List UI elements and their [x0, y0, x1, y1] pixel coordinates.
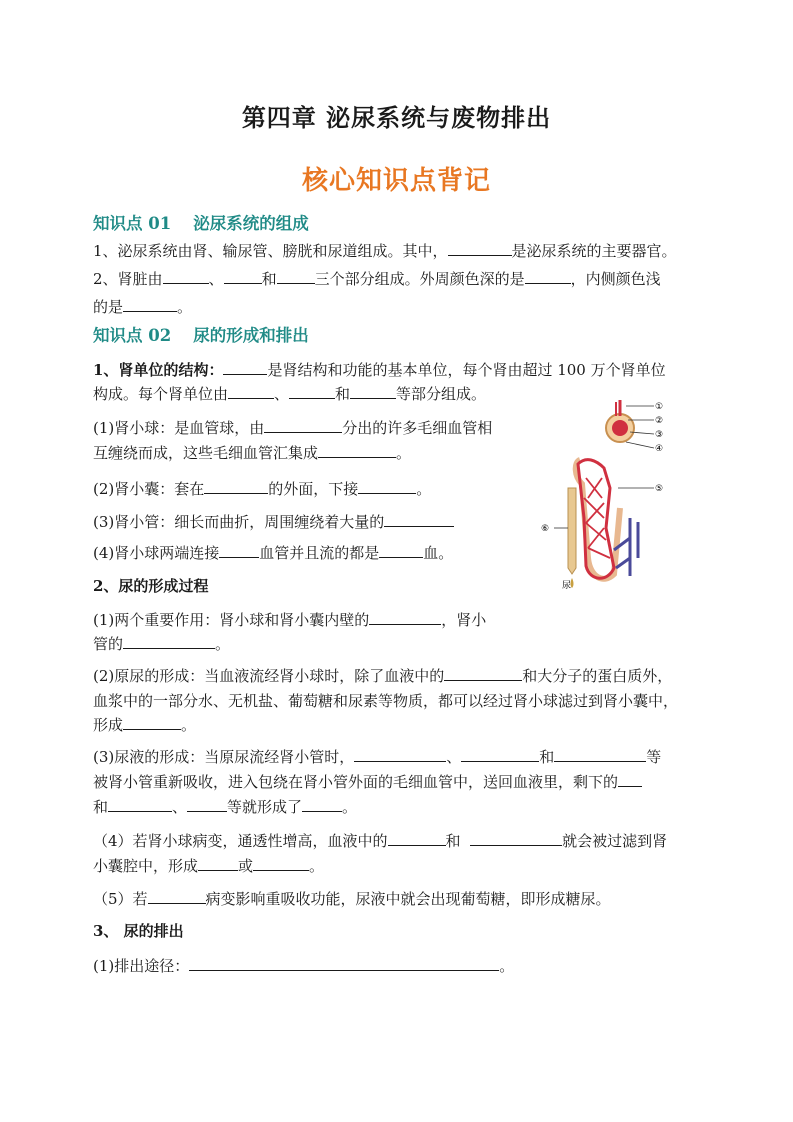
kp-label: 知识点 02: [93, 326, 172, 345]
fill-blank[interactable]: [219, 542, 259, 558]
fill-blank[interactable]: [448, 240, 512, 256]
fill-blank[interactable]: [163, 268, 209, 284]
fill-blank[interactable]: [264, 417, 342, 433]
nephron-structure-line: 1、肾单位的结构： 是肾结构和功能的基本单位，每个肾由超过 100 万个肾单位: [93, 361, 666, 379]
kp-title: 尿的形成和排出: [193, 326, 309, 345]
fill-blank[interactable]: [388, 830, 446, 846]
fill-blank[interactable]: [204, 478, 268, 494]
fill-blank[interactable]: [228, 383, 274, 399]
excretion-path-line: (1)排出途径： 。: [93, 957, 515, 975]
bowman-capsule-line: (2)肾小囊：套在 的外面，下接 。: [93, 480, 432, 498]
fill-blank[interactable]: [189, 955, 499, 971]
diagram-label-urine: 尿: [562, 581, 572, 590]
glomerulus-disease-line-1: （4）若肾小球病变，通透性增高，血液中的 和 就会被过滤到肾: [93, 832, 668, 850]
primary-urine-line-3: 形成 。: [93, 716, 197, 734]
two-functions-line-1: (1)两个重要作用：肾小球和肾小囊内壁的 ，肾小: [93, 611, 487, 629]
fill-blank[interactable]: [253, 855, 309, 871]
kp-title: 泌尿系统的组成: [193, 214, 309, 233]
glomerulus-line-1: (1)肾小球：是血管球，由 分出的许多毛细血管相: [93, 419, 493, 437]
urine-formation-heading: 2、尿的形成过程: [93, 577, 209, 595]
fill-blank[interactable]: [198, 855, 238, 871]
fill-blank[interactable]: [302, 796, 342, 812]
final-urine-line-1: (3)尿液的形成：当原尿流经肾小管时， 、 和 等: [93, 748, 662, 766]
fill-blank[interactable]: [384, 511, 454, 527]
section-subtitle: 核心知识点背记: [301, 166, 491, 196]
fill-blank[interactable]: [358, 478, 416, 494]
fill-blank[interactable]: [379, 542, 423, 558]
diagram-label-1: ①: [655, 402, 664, 412]
two-functions-line-2: 管的 。: [93, 635, 231, 653]
glomerulus-vessels-line: (4)肾小球两端连接 血管并且流的都是 血。: [93, 544, 454, 562]
diagram-label-4: ④: [655, 444, 664, 454]
fill-blank[interactable]: [289, 383, 335, 399]
tubule-line: (3)肾小管：细长而曲折，周围缠绕着大量的: [93, 511, 454, 533]
fill-blank[interactable]: [461, 746, 539, 762]
fill-blank[interactable]: [354, 746, 446, 762]
kp-label: 知识点 01: [93, 214, 172, 233]
diagram-label-3: ③: [655, 430, 664, 440]
fill-blank[interactable]: [318, 442, 396, 458]
chapter-title: 第四章 泌尿系统与废物排出: [241, 103, 552, 132]
line-3: 的是 。: [93, 298, 193, 316]
primary-urine-line-1: (2)原尿的形成：当血液流经肾小球时，除了血液中的 和大分子的蛋白质外，: [93, 667, 673, 685]
fill-blank[interactable]: [123, 296, 177, 312]
fill-blank[interactable]: [187, 796, 227, 812]
fill-blank[interactable]: [618, 771, 642, 787]
fill-blank[interactable]: [223, 359, 267, 375]
glomerulus-disease-line-2: 小囊腔中，形成 或 。: [93, 857, 325, 875]
glomerulus-line-2: 互缠绕而成，这些毛细血管汇集成 。: [93, 444, 412, 462]
nephron-diagram: [534, 398, 674, 590]
fill-blank[interactable]: [277, 268, 315, 284]
nephron-parts-line: 构成。每个肾单位由 、 和 等部分组成。: [93, 385, 487, 403]
fill-blank[interactable]: [444, 665, 522, 681]
fill-blank[interactable]: [525, 268, 571, 284]
diagram-label-6: ⑥: [541, 524, 550, 534]
line-1: 1、泌尿系统由肾、输尿管、膀胱和尿道组成。其中， 是泌尿系统的主要器官。: [93, 242, 677, 260]
fill-blank[interactable]: [108, 796, 172, 812]
diabetes-line: （5）若 病变影响重吸收功能，尿液中就会出现葡萄糖，即形成糖尿。: [93, 890, 611, 908]
fill-blank[interactable]: [350, 383, 396, 399]
final-urine-line-3: 和 、 等就形成了 。: [93, 798, 358, 816]
knowledge-point-01-heading: [93, 210, 309, 234]
primary-urine-line-2: 血浆中的一部分水、无机盐、葡萄糖和尿素等物质，都可以经过肾小球滤过到肾小囊中，: [93, 692, 679, 710]
diagram-label-5: ⑤: [655, 484, 664, 494]
fill-blank[interactable]: [123, 714, 181, 730]
diagram-label-2: ②: [655, 416, 664, 426]
urine-excretion-heading: 3、 尿的排出: [93, 922, 184, 940]
final-urine-line-2: 被肾小管重新吸收，进入包绕在肾小管外面的毛细血管中，送回血液里，剩下的: [93, 771, 642, 793]
fill-blank[interactable]: [470, 830, 562, 846]
fill-blank[interactable]: [148, 888, 206, 904]
knowledge-point-02-heading: [93, 322, 309, 346]
fill-blank[interactable]: [554, 746, 646, 762]
fill-blank[interactable]: [224, 268, 262, 284]
fill-blank[interactable]: [123, 633, 215, 649]
line-2: 2、肾脏由 、 和 三个部分组成。外周颜色深的是 ，内侧颜色浅: [93, 270, 661, 288]
fill-blank[interactable]: [369, 609, 441, 625]
